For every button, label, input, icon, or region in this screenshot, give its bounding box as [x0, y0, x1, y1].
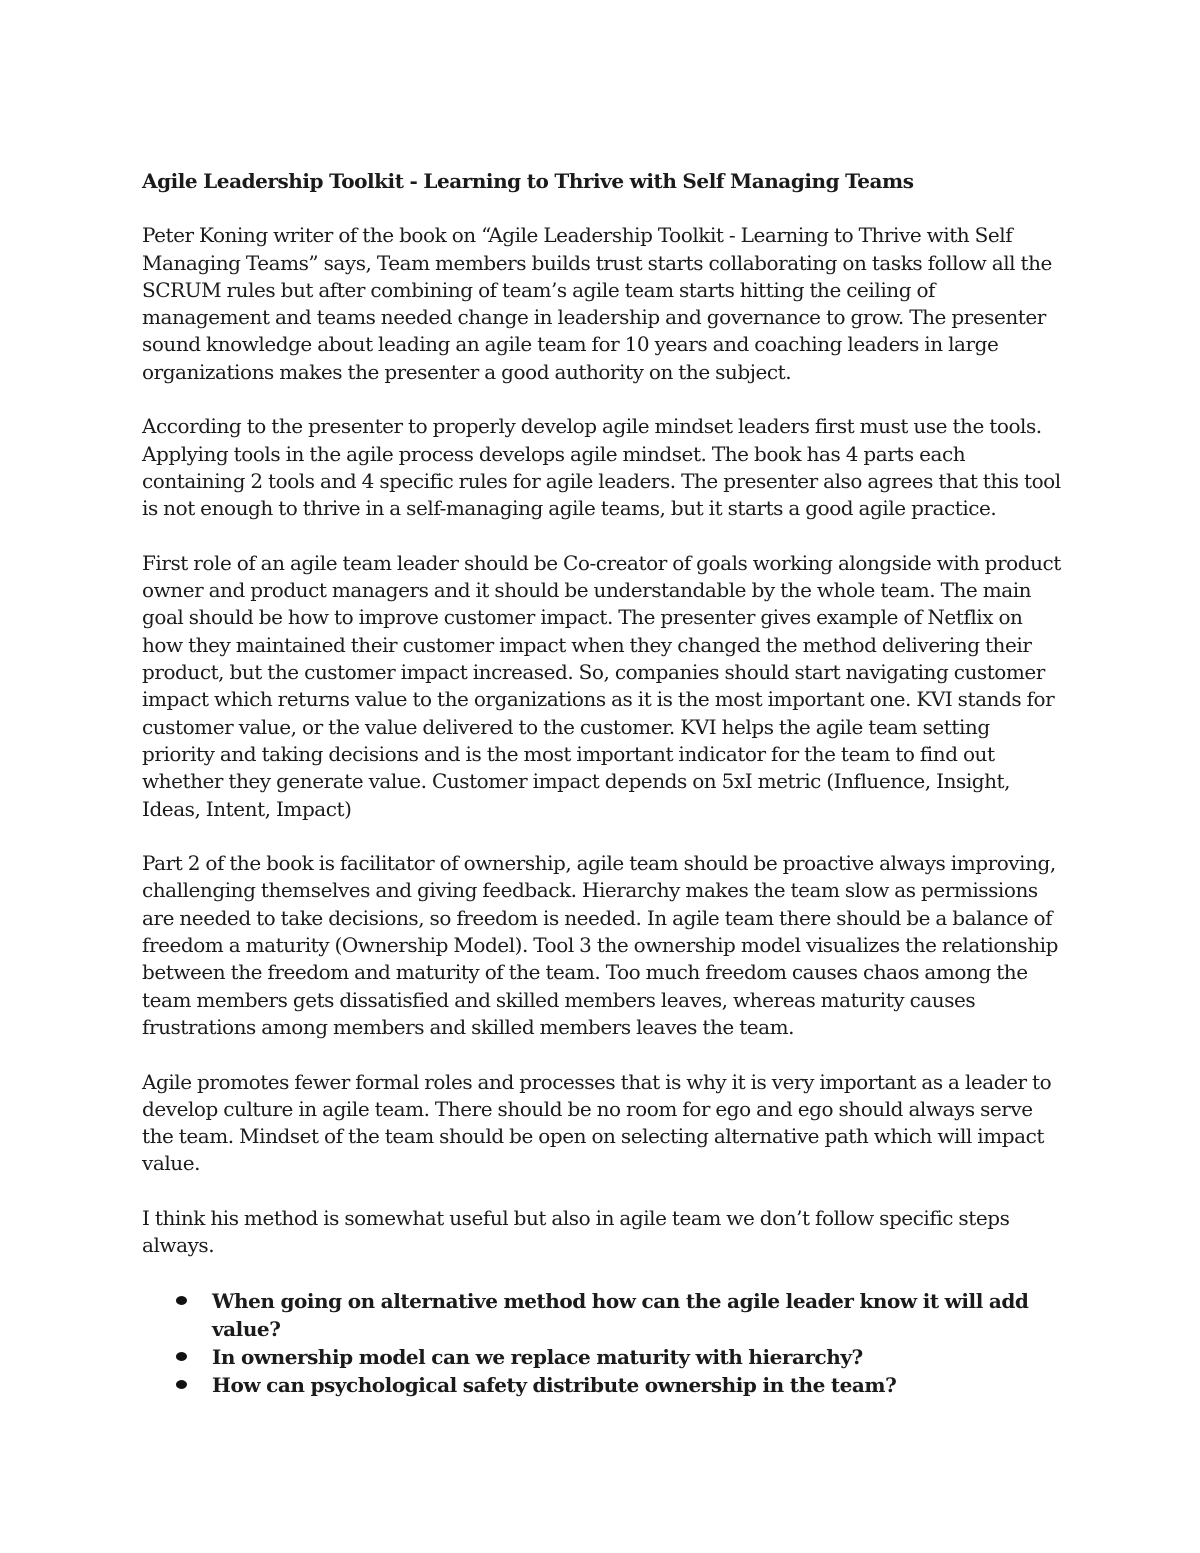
question-item — [142, 1371, 1067, 1399]
paragraph-tools: According to the presenter to properly develop agile mindset leaders first must use the tools. Applying tools in the agile process develops agile mindset. The book has 4 parts each containing 2 tools and 4 specific rules for agile leaders. The presenter also agrees that this tool is not enough to thrive in a self-managing agile teams, but it starts a good agile practice. — [142, 414, 1061, 521]
paragraph-intro: Peter Koning writer of the book on “Agile Leadership Toolkit - Learning to Thrive with Self Managing Teams” says, Team members builds trust starts collaborating on tasks follow all the SCRUM rules but after combining of team’s agile team starts hitting the ceiling of management and teams needed change in leadership and governance to grow. The presenter sound knowledge about leading an agile team for 10 years and coaching leaders in large organizations makes the presenter a good authority on the subject. — [142, 223, 1052, 384]
bullet-icon — [176, 1296, 187, 1305]
question-text: How can psychological safety distribute ownership in the team? — [212, 1372, 897, 1397]
question-item — [142, 1343, 1067, 1371]
paragraph-first-role: First role of an agile team leader should be Co-creator of goals working alongside with product owner and product managers and it should be understandable by the whole team. The main goal should be how to improve customer impact. The presenter gives example of Netflix on how they maintained their customer impact when they changed the method delivering their product, but the customer impact increased. So, companies should start navigating customer impact which returns value to the organizations as it is the most important one. KVI stands for customer value, or the value delivered to the customer. KVI helps the agile team setting priority and taking decisions and is the most important indicator for the team to find out whether they generate value. Customer impact depends on 5xI metric (Influence, Insight, Ideas, Intent, Impact) — [142, 550, 1061, 821]
bullet-icon — [176, 1380, 187, 1389]
question-text: In ownership model can we replace maturity with hierarchy? — [212, 1344, 863, 1369]
question-item — [142, 1287, 1067, 1343]
paragraph-opinion: I think his method is somewhat useful but also in agile team we don’t follow specific steps always. — [142, 1205, 1010, 1258]
bullet-icon — [176, 1352, 187, 1361]
questions-list — [142, 1287, 1067, 1399]
paragraph-ownership: Part 2 of the book is facilitator of ownership, agile team should be proactive always improving, challenging themselves and giving feedback. Hierarchy makes the team slow as permissions are needed to take decisions, so freedom is needed. In agile team there should be a balance of freedom a maturity (Ownership Model). Tool 3 the ownership model visualizes the relationship between the freedom and maturity of the team. Too much freedom causes chaos among the team members gets dissatisfied and skilled members leaves, whereas maturity causes frustrations among members and skilled members leaves the team. — [142, 851, 1058, 1039]
question-text: When going on alternative method how can the agile leader know it will add value? — [212, 1288, 1029, 1341]
document-body — [142, 168, 1067, 1399]
document-title: Agile Leadership Toolkit - Learning to Thrive with Self Managing Teams — [142, 169, 914, 193]
paragraph-culture: Agile promotes fewer formal roles and processes that is why it is very important as a leader to develop culture in agile team. There should be no room for ego and ego should always serve the team. Mindset of the team should be open on selecting alternative path which will impact value. — [142, 1069, 1052, 1176]
